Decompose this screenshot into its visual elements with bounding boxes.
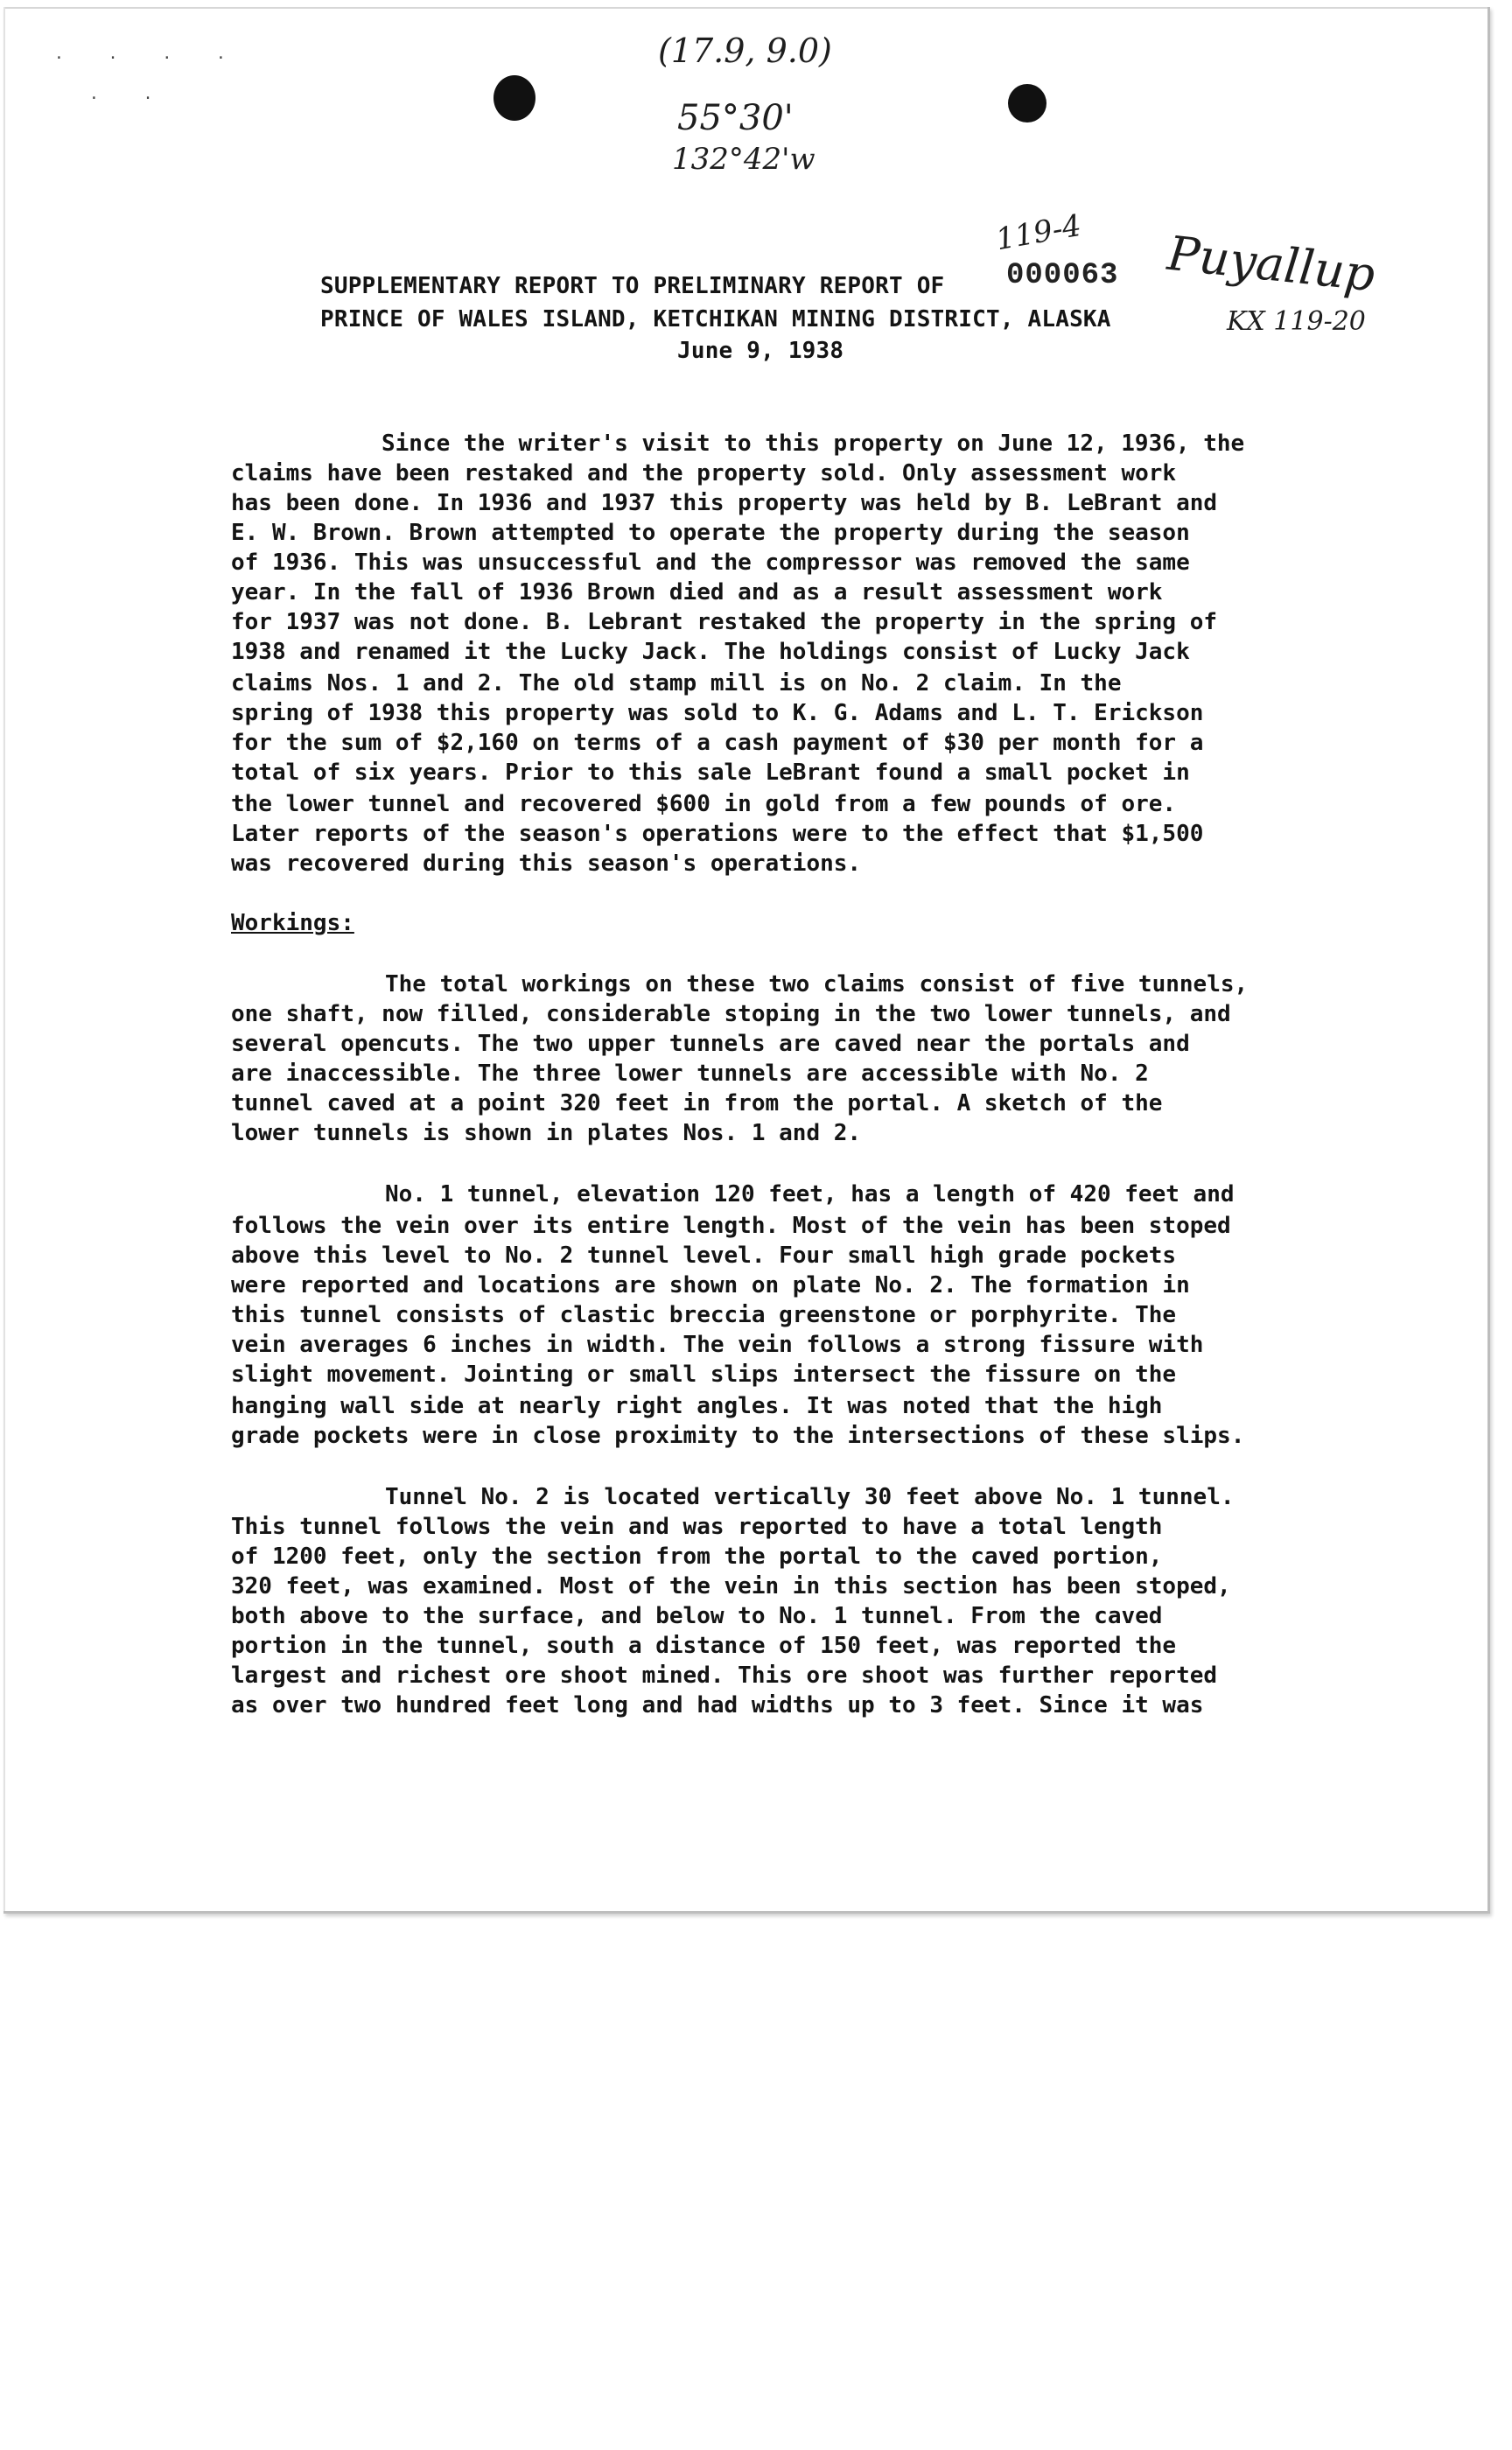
paragraph-1-line: of 1936. This was unsuccessful and the compressor was removed the same: [231, 550, 1190, 576]
paragraph-1-line: for 1937 was not done. B. Lebrant restaked the property in the spring of: [231, 609, 1218, 635]
scan-specks: · · · ·: [54, 49, 243, 67]
paragraph-1-line: year. In the fall of 1936 Brown died and as a result assessment work: [231, 579, 1163, 606]
paragraph-3-line: vein averages 6 inches in width. The vein follows a strong fissure with: [231, 1332, 1204, 1358]
stamp-number: 000063: [1006, 259, 1119, 292]
report-title-line-2: PRINCE OF WALES ISLAND, KETCHIKAN MINING DISTRICT, ALASKA: [320, 306, 1111, 332]
paragraph-4-line: This tunnel follows the vein and was reported to have a total length: [231, 1514, 1163, 1540]
punch-hole: [494, 75, 536, 121]
paragraph-2-line: tunnel caved at a point 320 feet in from the portal. A sketch of the: [231, 1090, 1163, 1116]
page-edge: [4, 7, 1488, 9]
paragraph-4-line: portion in the tunnel, south a distance of 150 feet, was reported the: [231, 1633, 1177, 1659]
handwritten-latitude: 55°30': [677, 98, 794, 138]
paragraph-1-line: the lower tunnel and recovered $600 in gold from a few pounds of ore.: [231, 791, 1177, 817]
handwritten-kx-reference: KX 119-20: [1227, 306, 1366, 337]
paragraph-3-line: No. 1 tunnel, elevation 120 feet, has a length of 420 feet and: [385, 1181, 1235, 1208]
paragraph-1-line: 1938 and renamed it the Lucky Jack. The holdings consist of Lucky Jack: [231, 639, 1190, 665]
paragraph-3-line: slight movement. Jointing or small slips intersect the fissure on the: [231, 1362, 1177, 1388]
paragraph-3-line: hanging wall side at nearly right angles. It was noted that the high: [231, 1393, 1163, 1419]
paragraph-1-line: Since the writer's visit to this property on June 12, 1936, the: [382, 430, 1245, 457]
punch-hole: [1008, 84, 1046, 122]
paragraph-1-line: spring of 1938 this property was sold to K. G. Adams and L. T. Erickson: [231, 700, 1204, 726]
paragraph-4-line: of 1200 feet, only the section from the portal to the caved portion,: [231, 1544, 1163, 1570]
paragraph-4-line: both above to the surface, and below to No. 1 tunnel. From the caved: [231, 1603, 1163, 1629]
paragraph-4-line: as over two hundred feet long and had widths up to 3 feet. Since it was: [231, 1692, 1204, 1718]
paragraph-1-line: total of six years. Prior to this sale LeBrant found a small pocket in: [231, 760, 1190, 786]
paragraph-2-line: are inaccessible. The three lower tunnels are accessible with No. 2: [231, 1060, 1149, 1087]
handwritten-note-119-4: 119-4: [993, 207, 1084, 258]
paragraph-1-line: claims Nos. 1 and 2. The old stamp mill is on No. 2 claim. In the: [231, 670, 1122, 696]
handwritten-longitude: 132°42'w: [672, 142, 816, 177]
page-edge: [4, 7, 5, 1911]
paragraph-2-line: several opencuts. The two upper tunnels are caved near the portals and: [231, 1031, 1190, 1057]
paragraph-4-line: 320 feet, was examined. Most of the vein in this section has been stoped,: [231, 1573, 1231, 1600]
paragraph-2-line: The total workings on these two claims consist of five tunnels,: [385, 971, 1249, 998]
paragraph-3-line: follows the vein over its entire length. Most of the vein has been stoped: [231, 1213, 1231, 1239]
paragraph-3-line: this tunnel consists of clastic breccia greenstone or porphyrite. The: [231, 1302, 1177, 1328]
paragraph-2-line: lower tunnels is shown in plates Nos. 1 and 2.: [231, 1120, 862, 1146]
paragraph-1-line: claims have been restaked and the property sold. Only assessment work: [231, 460, 1177, 486]
paragraph-4-line: largest and richest ore shoot mined. This ore shoot was further reported: [231, 1662, 1218, 1689]
paragraph-1-line: Later reports of the season's operations were to the effect that $1,500: [231, 821, 1204, 847]
handwritten-coordinates: (17.9, 9.0): [658, 32, 832, 70]
paragraph-3-line: grade pockets were in close proximity to the intersections of these slips.: [231, 1423, 1245, 1449]
paragraph-1-line: was recovered during this season's operations.: [231, 850, 862, 877]
report-date: June 9, 1938: [677, 338, 844, 364]
section-heading-workings: Workings:: [231, 910, 354, 936]
paragraph-1-line: for the sum of $2,160 on terms of a cash payment of $30 per month for a: [231, 730, 1204, 756]
report-title-line-1: SUPPLEMENTARY REPORT TO PRELIMINARY REPORT OF: [320, 273, 945, 299]
scan-specks: · ·: [89, 89, 171, 108]
paragraph-1-line: has been done. In 1936 and 1937 this property was held by B. LeBrant and: [231, 490, 1218, 516]
handwritten-puyallup: Puyallup: [1165, 225, 1378, 303]
paragraph-4-line: Tunnel No. 2 is located vertically 30 feet above No. 1 tunnel.: [385, 1484, 1235, 1510]
paragraph-2-line: one shaft, now filled, considerable stoping in the two lower tunnels, and: [231, 1001, 1231, 1027]
paragraph-3-line: above this level to No. 2 tunnel level. Four small high grade pockets: [231, 1242, 1177, 1269]
paragraph-3-line: were reported and locations are shown on plate No. 2. The formation in: [231, 1272, 1190, 1298]
paragraph-1-line: E. W. Brown. Brown attempted to operate the property during the season: [231, 520, 1190, 546]
